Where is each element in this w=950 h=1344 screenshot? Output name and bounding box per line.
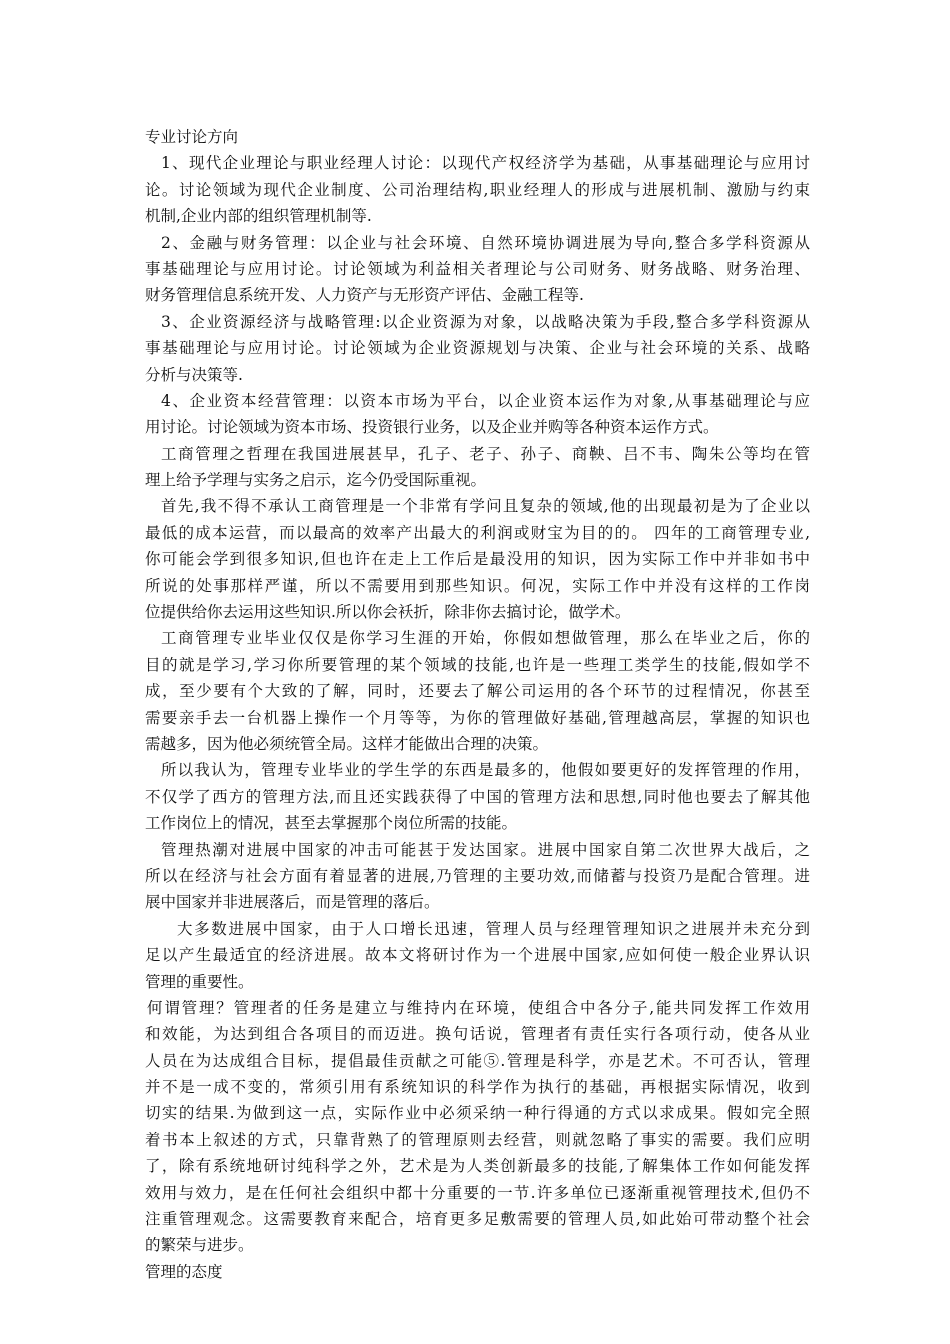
paragraph-line: 位提供给你去运用这些知识.所以你会袄折，除非你去搞讨论，做学术。	[145, 603, 631, 622]
paragraph-line: 机制,企业内部的组织管理机制等.	[145, 207, 372, 226]
paragraph-line: 所说的处事那样严谨，所以不需要用到那些知识。何况，实际工作中并没有这样的工作岗	[145, 576, 810, 595]
paragraph-line: 了，除有系统地研讨纯科学之外，艺术是为人类创新最多的技能,了解集体工作如何能发挥	[145, 1157, 810, 1176]
paragraph-line: 财务管理信息系统开发、人力资产与无形资产评估、金融工程等.	[145, 286, 584, 305]
section-heading-bottom: 管理的态度	[145, 1262, 223, 1281]
paragraph-line: 所以我认为，管理专业毕业的学生学的东西是最多的，他假如要更好的发挥管理的作用，	[161, 761, 810, 780]
document-page	[145, 124, 810, 1285]
paragraph-line: 注重管理观念。这需要教育来配合，培育更多足敷需要的管理人员,如此始可带动整个社会	[145, 1210, 810, 1229]
paragraph-line: 2、金融与财务管理：以企业与社会环境、自然环境协调进展为导向,整合多学科资源从	[161, 233, 810, 252]
paragraph-line: 首先,我不得不承认工商管理是一个非常有学问且复杂的领域,他的出现最初是为了企业以	[161, 497, 810, 516]
paragraph-line: 所以在经济与社会方面有着显著的进展,乃管理的主要功效,而储蓄与投资乃是配合管理。进	[145, 866, 810, 885]
paragraph-line: 效用与效力，是在任何社会组织中都十分重要的一节.许多单位已逐渐重视管理技术,但仍不	[145, 1183, 810, 1202]
paragraph-line: 分析与决策等.	[145, 365, 243, 384]
paragraph-line: 足以产生最适宜的经济进展。故本文将研讨作为一个进展中国家,应如何使一般企业界认识	[145, 946, 810, 965]
paragraph-line: 事基础理论与应用讨论。讨论领域为利益相关者理论与公司财务、财务战略、财务治理、	[145, 259, 810, 278]
paragraph-line: 你可能会学到很多知识,但也许在走上工作后是最没用的知识，因为实际工作中并非如书中	[145, 550, 810, 569]
paragraph-line: 管理的重要性。	[145, 972, 254, 991]
paragraph-line: 3、企业资源经济与战略管理:以企业资源为对象，以战略决策为手段,整合多学科资源从	[161, 312, 810, 331]
paragraph	[145, 995, 810, 1259]
paragraph-line: 管理热潮对进展中国家的冲击可能甚于发达国家。进展中国家自第二次世界大战后，之	[161, 840, 810, 859]
paragraph-line: 最低的成本运营，而以最高的效率产出最大的利润或财宝为目的的。 四年的工商管理专业,	[145, 523, 810, 542]
paragraph-line: 论。讨论领域为现代企业制度、公司治理结构,职业经理人的形成与进展机制、激励与约束	[145, 180, 810, 199]
paragraph	[145, 309, 810, 388]
paragraph-line: 人员在为达成组合目标，提倡最佳贡献之可能⑤.管理是科学，亦是艺术。不可否认，管理	[145, 1051, 810, 1070]
paragraph-line: 不仅学了西方的管理方法,而且还实践获得了中国的管理方法和思想,同时他也要去了解其他	[145, 787, 810, 806]
paragraph	[145, 916, 810, 995]
paragraph	[145, 150, 810, 229]
paragraph-line: 切实的结果.为做到这一点，实际作业中必须采纳一种行得通的方式以求成果。假如完全照	[145, 1104, 810, 1123]
paragraph	[145, 757, 810, 836]
paragraph-line: 工作岗位上的情况，甚至去掌握那个岗位所需的技能。	[145, 814, 518, 833]
paragraph-line: 理上给予学理与实务之启示，迄今仍受国际重视。	[145, 471, 487, 490]
paragraph-line: 大多数进展中国家，由于人口增长迅速，管理人员与经理管理知识之进展并未充分到	[177, 919, 810, 938]
paragraph	[145, 388, 810, 441]
paragraph-line: 工商管理专业毕业仅仅是你学习生涯的开始，你假如想做管理，那么在毕业之后，你的	[161, 629, 810, 648]
paragraph-line: 和效能，为达到组合各项目的而迈进。换句话说，管理者有责任实行各项行动，使各从业	[145, 1025, 810, 1044]
paragraph-line: 事基础理论与应用讨论。讨论领域为企业资源规划与决策、企业与社会环境的关系、战略	[145, 339, 810, 358]
paragraph-line: 着书本上叙述的方式，只靠背熟了的管理原则去经营，则就忽略了事实的需要。我们应明	[145, 1130, 810, 1149]
paragraph	[145, 441, 810, 494]
section-heading: 专业讨论方向	[145, 128, 239, 146]
body-paragraphs	[145, 150, 810, 1258]
paragraph-line: 何谓管理？管理者的任务是建立与维持内在环境，使组合中各分子,能共同发挥工作效用	[147, 998, 810, 1017]
paragraph-line: 1、现代企业理论与职业经理人讨论：以现代产权经济学为基础，从事基础理论与应用讨	[161, 154, 810, 173]
paragraph-line: 成，至少要有个大致的了解，同时，还要去了解公司运用的各个环节的过程情况，你甚至	[145, 682, 810, 701]
paragraph-line: 需越多，因为他必须统管全局。这样才能做出合理的决策。	[145, 734, 549, 753]
paragraph-line: 并不是一成不变的，常须引用有系统知识的科学作为执行的基础，再根据实际情况，收到	[145, 1078, 810, 1097]
paragraph	[145, 493, 810, 625]
paragraph-line: 工商管理之哲理在我国进展甚早，孔子、老子、孙子、商鞅、吕不韦、陶朱公等均在管	[161, 444, 810, 463]
paragraph-line: 目的就是学习,学习你所要管理的某个领域的技能,也许是一些理工类学生的技能,假如学不	[145, 655, 810, 674]
paragraph-line: 展中国家并非进展落后，而是管理的落后。	[145, 893, 440, 912]
paragraph-line: 需要亲手去一台机器上操作一个月等等，为你的管理做好基础,管理越高层，掌握的知识也	[145, 708, 810, 727]
paragraph	[145, 230, 810, 309]
paragraph	[145, 837, 810, 916]
paragraph	[145, 625, 810, 757]
paragraph-line: 4、企业资本经营管理：以资本市场为平台，以企业资本运作为对象,从事基础理论与应	[161, 391, 810, 410]
paragraph-line: 的繁荣与进步。	[145, 1236, 254, 1255]
paragraph-line: 用讨论。讨论领域为资本市场、投资银行业务，以及企业并购等各种资本运作方式。	[145, 418, 719, 437]
